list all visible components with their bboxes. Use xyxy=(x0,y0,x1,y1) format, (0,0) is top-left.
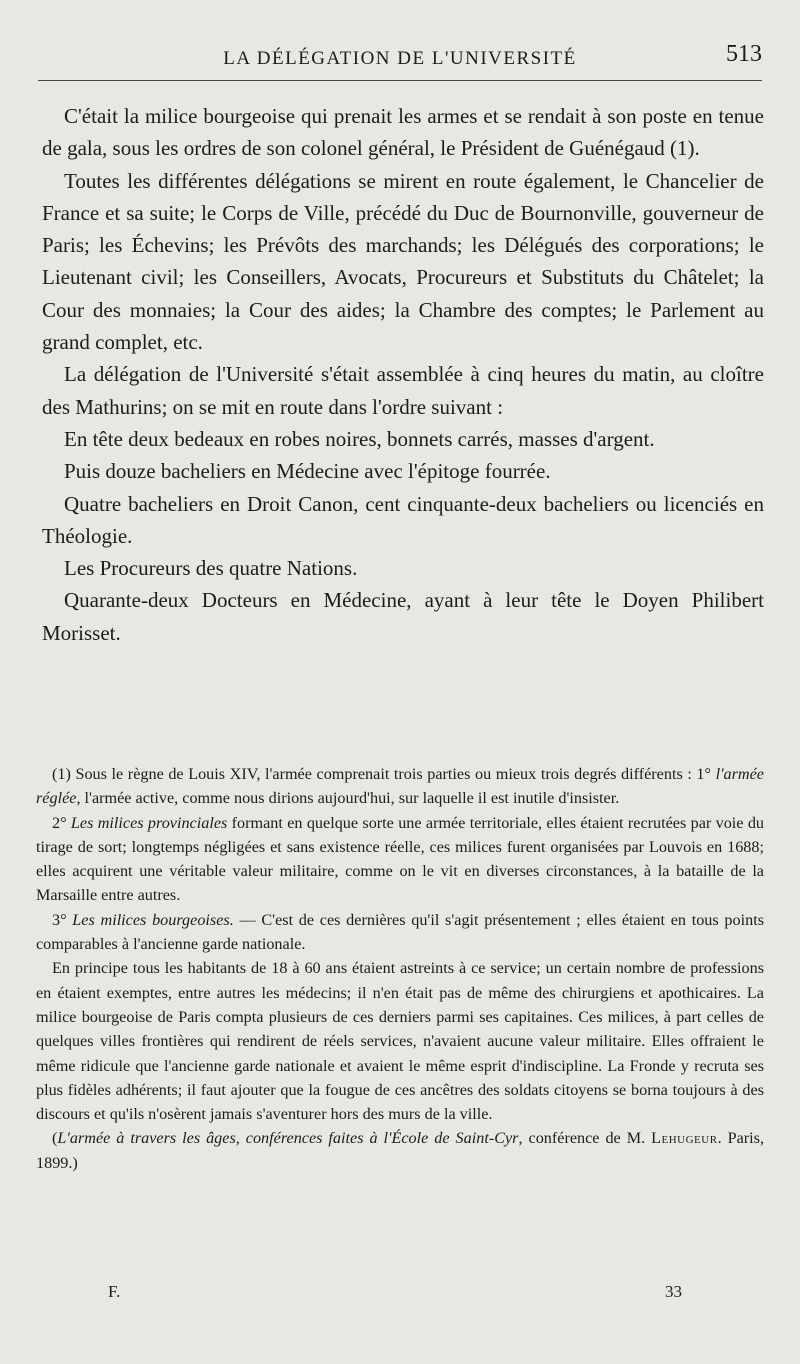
signature-mark: F. xyxy=(108,1282,121,1301)
footnote-italic: Les milices provinciales xyxy=(70,813,228,832)
paragraph: Toutes les différentes délégations se mirent en route également, le Chancelier de France et sa suite; le Corps de Ville, précédé du Duc de Bournonville, gouverneur de Paris; les Échevins; les Prévôts des marchands; les Délégués des corporations; le Lieutenant civil; les Conseillers, Avocats, Procureurs et Substituts du Châtelet; la Cour des monnaies; la Cour des aides; la Chambre des comptes; le Parlement au grand complet, etc. xyxy=(42,168,764,355)
footnote-italic: Les milices bourgeoises. xyxy=(72,910,234,929)
footnote-1: (1) Sous le règne de Louis XIV, l'armée comprenait trois parties ou mieux trois degrés différents : 1° l'armée réglée, l'armée active, comme nous dirions aujourd'hui, sur laquelle il est inutile d'insister. xyxy=(36,765,764,808)
body-text xyxy=(42,100,764,649)
page-header xyxy=(38,30,762,70)
paragraph: La délégation de l'Université s'était assemblée à cinq heures du matin, au cloître des Mathurins; on se mit en route dans l'ordre suivant : xyxy=(42,362,764,419)
paragraph: Quatre bacheliers en Droit Canon, cent cinquante-deux bacheliers ou licenciés en Théologie. xyxy=(42,491,764,548)
page-number: 513 xyxy=(726,41,762,67)
sheet-number: 33 xyxy=(665,1282,682,1301)
header-rule xyxy=(38,80,762,81)
footnote-source: (L'armée à travers les âges, conférences faites à l'École de Saint-Cyr, conférence de M. Lehugeur. Paris, 1899.) xyxy=(36,1129,764,1172)
paragraph: C'était la milice bourgeoise qui prenait les armes et se rendait à son poste en tenue de gala, sous les ordres de son colonel général, le Président de Guénégaud (1). xyxy=(42,104,764,161)
footnote-2: 2° Les milices provinciales formant en quelque sorte une armée territoriale, elles étaient recrutées par voie du tirage de sort; longtemps négligées et sans existence réelle, ces milices furent organisées par Louvois en 1688; elles acquirent une véritable valeur militaire, comme on le vit en diverses circonstances, à la bataille de la Marsaille entre autres. xyxy=(36,813,765,905)
footnote-3: 3° Les milices bourgeoises. — C'est de ces dernières qu'il s'agit présentement ; elles étaient en tous points comparables à l'ancienne garde nationale. xyxy=(36,910,764,954)
source-author: Lehugeur xyxy=(651,1129,718,1148)
footnote-italic: l'armée réglée xyxy=(36,765,764,808)
running-title: LA DÉLÉGATION DE L'UNIVERSITÉ xyxy=(223,48,577,69)
footnotes xyxy=(36,762,764,1175)
source-title: L'armée à travers les âges, conférences faites à l'École de Saint-Cyr xyxy=(57,1129,519,1148)
page-footer xyxy=(108,1282,682,1302)
paragraph: Les Procureurs des quatre Nations. xyxy=(64,556,358,581)
paragraph: Quarante-deux Docteurs en Médecine, ayant à leur tête le Doyen Philibert Morisset. xyxy=(42,588,764,645)
paragraph: Puis douze bacheliers en Médecine avec l'épitoge fourrée. xyxy=(64,459,551,484)
footnote-4: En principe tous les habitants de 18 à 60 ans étaient astreints à ce service; un certain nombre de professions en étaient exemptes, entre autres les médecins; il n'en était pas de même des chirurgiens et apothicaires. La milice bourgeoise de Paris compta plusieurs de ces derniers parmi ses capitaines. Ces milices, à part celles de quelques villes frontières qui rendirent de réels services, n'avaient aucune valeur militaire. Elles offraient le même ridicule que l'ancienne garde nationale et avaient le même esprit d'indiscipline. La Fronde y recruta ses plus fidèles adhérents; il faut ajouter que la fougue de ces ancêtres des soldats citoyens se borna toujours à des discours et qu'ils n'osèrent jamais s'aventurer hors des murs de la ville. xyxy=(36,959,764,1124)
paragraph: En tête deux bedeaux en robes noires, bonnets carrés, masses d'argent. xyxy=(64,426,655,451)
